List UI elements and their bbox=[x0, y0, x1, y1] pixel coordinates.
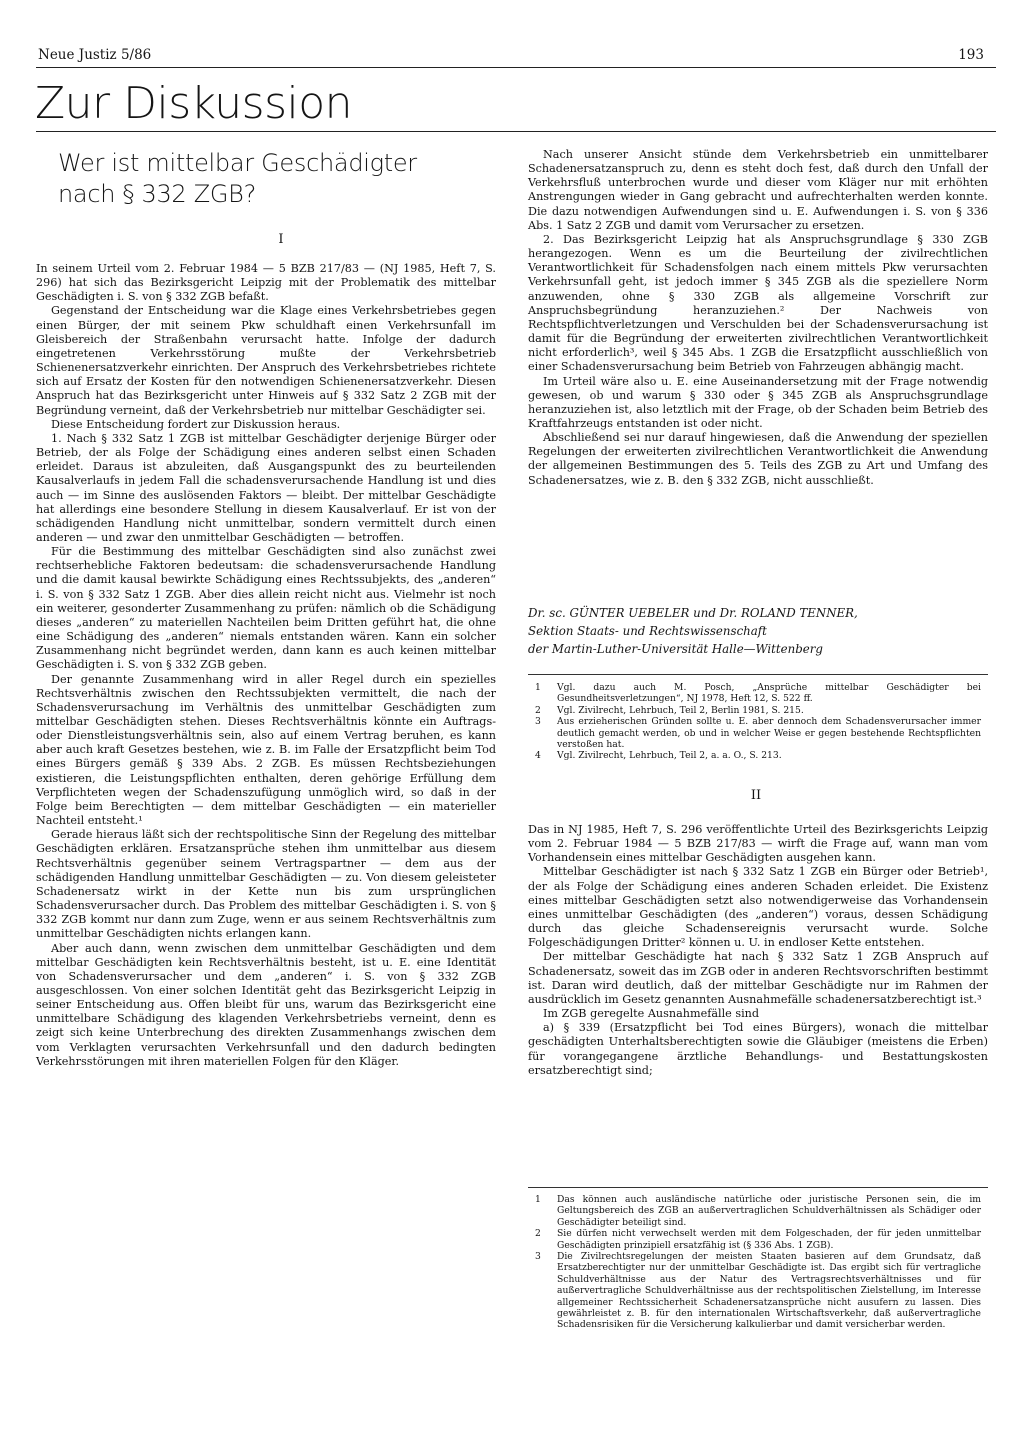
footnote bbox=[535, 682, 981, 705]
footnote-number: 4 bbox=[535, 750, 541, 762]
footnote-text: Aus erzieherischen Gründen sollte u. E. aber dennoch dem Schadensverursacher immer deutlich gemacht werden, ob und in welcher Weise er gegen bestehende Rechtspflichten verstoßen hat. bbox=[557, 716, 981, 751]
footnote bbox=[535, 1251, 981, 1331]
paragraph: Der mittelbar Geschädigte hat nach § 332 Satz 1 ZGB Anspruch auf Schadenersatz, soweit das im ZGB oder in anderen Rechtsvorschriften bestimmt ist. Daran wird deutlich, daß der mittelbar Geschädigte nur im Rahmen der ausdrücklich im Gesetz genannten Ausnahmefälle schadenersatzberechtigt ist.³ bbox=[528, 950, 988, 1006]
footnote-text: Vgl. Zivilrecht, Lehrbuch, Teil 2, a. a. O., S. 213. bbox=[557, 750, 782, 762]
paragraph: Aber auch dann, wenn zwischen dem unmittelbar Geschädigten und dem mittelbar Geschädigten kein Rechtsverhältnis besteht, ist u. E. eine Identität von Schadensverursacher und dem „anderen“ i. S. von § 332 ZGB ausgeschlossen. Von einer solchen Identität geht das Bezirksgericht Leipzig in seiner Entscheidung aus. Offen bleibt für uns, warum das Bezirksgericht eine unmittelbare Schädigung des klagenden Verkehrsbetriebs verneint, denn es zeigt sich keine Unterbrechung des direkten Zusammenhangs zwischen dem vom Verklagten verursachten Verkehrsunfall und den dadurch bedingten Verkehrsstörungen mit ihren materiellen Folgen für den Kläger. bbox=[36, 941, 496, 1068]
footnote-rule bbox=[528, 1187, 988, 1188]
footnote-text: Die Zivilrechtsregelungen der meisten Staaten basieren auf dem Grundsatz, daß Ersatzberechtigter nur der unmittelbar Geschädigte ist. Das ergibt sich für vertragliche Schuldverhältnisse aus der Natur des Vertragsrechtsverhältnisses und für außervertragliche Schuldverhältnisse aus der rechtspolitischen Zielstellung, im Interesse allgemeiner Rechtssicherheit Schadenersatzansprüche nicht ausufern zu lassen. Dies gewährleistet z. B. für den internationalen Wirtschaftsverkehr, daß außervertragliche Schadensrisiken für die Versicherung kalkulierbar und damit versicherbar werden. bbox=[557, 1251, 981, 1331]
paragraph: Im ZGB geregelte Ausnahmefälle sind bbox=[543, 1007, 760, 1021]
footnote bbox=[535, 705, 981, 716]
footnote bbox=[535, 1228, 981, 1251]
footnote-number: 1 bbox=[535, 682, 541, 693]
part-one-left-column bbox=[36, 262, 496, 1069]
paragraph: Abschließend sei nur darauf hingewiesen, daß die Anwendung der speziellen Regelungen der erweiterten zivilrechtlichen Verantwortlichkeit die Anwendung der allgemeinen Bestimmungen des 5. Teils des ZGB zu Art und Umfang des Schadenersatzes, wie z. B. den § 332 ZGB, nicht ausschließt. bbox=[528, 431, 988, 487]
paragraph: Gegenstand der Entscheidung war die Klage eines Verkehrsbetriebes gegen einen Bürger, der mit seinem Pkw schuldhaft einen Verkehrsunfall im Gleisbereich der Straßenbahn verursacht hatte. Infolge der dadurch eingetretenen Verkehrsstörung mußte der Verkehrsbetrieb Schienenersatzverkehr einrichten. Der Anspruch des Verkehrsbetriebes richtete sich auf Ersatz der Kosten für den notwendigen Schienenersatzverkehr. Diesen Anspruch hat das Bezirksgericht unter Hinweis auf § 332 Satz 2 ZGB mit der Begründung verneint, daß der Verkehrsbetrieb nur mittelbar Geschädigter sei. bbox=[36, 304, 496, 417]
footnote-number: 2 bbox=[535, 1228, 541, 1240]
page-number: 193 bbox=[958, 47, 984, 63]
footnote bbox=[535, 716, 981, 750]
part-one-footnotes bbox=[535, 682, 981, 762]
section-rule bbox=[36, 131, 996, 132]
author-block bbox=[528, 604, 988, 658]
footnote-rule bbox=[528, 674, 988, 675]
paragraph: 2. Das Bezirksgericht Leipzig hat als Anspruchsgrundlage § 330 ZGB herangezogen. Wenn es um die Beurteilung der zivilrechtlichen Verantwortlichkeit für Schadensfolgen nach einem mittels Pkw verursachten Verkehrsunfall geht, ist jedoch immer § 345 ZGB als die speziellere Norm anzuwenden, ohne § 330 ZGB als allgemeine Vorschrift zur Anspruchsbegründung heranzuziehen.² Der Nachweis von Rechtspflichtverletzungen und Verschulden bei der Schadensverursachung ist damit für die Begründung der erweiterten zivilrechtlichen Verantwortlichkeit nicht erforderlich³, weil § 345 Abs. 1 ZGB die Ersatzpflicht ausschließlich von einer Schadensverursachung beim Betrieb von Fahrzeugen abhängig macht. bbox=[528, 232, 988, 374]
part-two-footnotes bbox=[535, 1194, 981, 1331]
footnote-text: Sie dürfen nicht verwechselt werden mit dem Folgeschaden, der für jeden unmittelbar Geschädigten prinzipiell ersatzfähig ist (§ 336 Abs. 1 ZGB). bbox=[557, 1228, 981, 1251]
paragraph: In seinem Urteil vom 2. Februar 1984 — 5 BZB 217/83 — (NJ 1985, Heft 7, S. 296) hat sich das Bezirksgericht Leipzig mit der Problematik des mittelbar Geschädigten i. S. von § 332 ZGB befaßt. bbox=[36, 262, 496, 304]
paragraph: Gerade hieraus läßt sich der rechtspolitische Sinn der Regelung des mittelbar Geschädigten erklären. Ersatzansprüche stehen ihm unmittelbar aus diesem Rechtsverhältnis gegenüber seinem Vertragspartner — dem aus der schädigenden Handlung unmittelbar Geschädigten — zu. Von diesem geleisteter Schadenersatz wirkt in der Kette nun bis zum ursprünglichen Schadensverursacher durch. Das Problem des mittelbar Geschädigten i. S. von § 332 ZGB kommt nur dann zum Zuge, wenn er aus seinem Rechtsverhältnis zum unmittelbar Geschädigten nichts erlangen kann. bbox=[36, 828, 496, 941]
footnote-text: Vgl. Zivilrecht, Lehrbuch, Teil 2, Berlin 1981, S. 215. bbox=[557, 704, 804, 716]
part-one-numeral: I bbox=[278, 232, 284, 247]
paragraph: Im Urteil wäre also u. E. eine Auseinandersetzung mit der Frage notwendig gewesen, ob und warum § 330 oder § 345 ZGB als Anspruchsgrundlage heranzuziehen ist, also letztlich mit der Frage, ob der Schaden beim Betrieb des Kraftfahrzeugs entstanden ist oder nicht. bbox=[528, 374, 988, 430]
footnote-number: 3 bbox=[535, 716, 541, 728]
author-department: Sektion Staats- und Rechtswissenschaft bbox=[528, 624, 767, 638]
footnote-text: Vgl. dazu auch M. Posch, „Ansprüche mittelbar Geschädigter bei Gesundheitsverletzungen“, NJ 1978, Heft 12, S. 522 ff. bbox=[557, 682, 981, 705]
footnote-number: 2 bbox=[535, 704, 541, 716]
paragraph: Der genannte Zusammenhang wird in aller Regel durch ein spezielles Rechtsverhältnis zwischen den Rechtssubjekten vermittelt, die nach der Schadensverursachung im Verhältnis des unmittelbar Geschädigten zum mittelbar Geschädigten stehen. Dieses Rechtsverhältnis könnte ein Auftrags- oder Dienstleistungsverhältnis sein, also auf einem Vertrag beruhen, es kann aber auch kraft Gesetzes bestehen, wie z. B. im Falle der Ersatzpflicht beim Tod eines Bürgers gemäß § 339 Abs. 2 ZGB. Es müssen Rechtsbeziehungen existieren, die Leistungspflichten enthalten, deren gehörige Erfüllung dem Verpflichteten wegen der Schadenszufügung unmöglich wird, so daß in der Folge beim Berechtigten — dem mittelbar Geschädigten — ein materieller Nachteil entsteht.¹ bbox=[36, 672, 496, 828]
part-two-numeral: II bbox=[750, 788, 762, 803]
footnote-number: 1 bbox=[535, 1194, 541, 1205]
header-rule bbox=[36, 67, 996, 68]
part-two-column bbox=[528, 823, 988, 1078]
paragraph: Das in NJ 1985, Heft 7, S. 296 veröffentlichte Urteil des Bezirksgerichts Leipzig vom 2. Februar 1984 — 5 BZB 217/83 — wirft die Frage auf, wann man vom Vorhandensein eines mittelbar Geschädigten ausgehen kann. bbox=[528, 823, 988, 865]
journal-header: Neue Justiz 5/86 bbox=[38, 47, 152, 63]
paragraph: Nach unserer Ansicht stünde dem Verkehrsbetrieb ein unmittelbarer Schadenersatzanspruch zu, denn es steht doch fest, daß durch den Unfall der Verkehrsfluß unterbrochen wurde und dieser vom Kläger nur mit erhöhten Anstrengungen wieder in Gang gebracht und aufrechterhalten werden konnte. Die dazu notwendigen Aufwendungen sind u. E. Aufwendungen i. S. von § 336 Abs. 1 Satz 2 ZGB und damit vom Verursacher zu ersetzen. bbox=[528, 148, 988, 232]
paragraph: 1. Nach § 332 Satz 1 ZGB ist mittelbar Geschädigter derjenige Bürger oder Betrieb, der als Folge der Schädigung eines anderen selbst einen Schaden erleidet. Daraus ist abzuleiten, daß Ausgangspunkt des zu beurteilenden Kausalverlaufs in jedem Fall die schadensverursachende Handlung ist und dies auch — im Sinne des auslösenden Faktors — bleibt. Der mittelbar Geschädigte hat allerdings eine besondere Stellung in diesem Kausalverlauf. Er ist von der schädigenden Handlung nicht unmittelbar, sondern vermittelt durch einen anderen — und zwar den unmittelbar Geschädigten — betroffen. bbox=[36, 431, 496, 544]
section-title: Zur Diskussion bbox=[35, 78, 353, 129]
footnote-number: 3 bbox=[535, 1251, 541, 1263]
paragraph: Diese Entscheidung fordert zur Diskussion heraus. bbox=[51, 417, 341, 431]
footnote bbox=[535, 1194, 981, 1228]
paragraph: Mittelbar Geschädigter ist nach § 332 Satz 1 ZGB ein Bürger oder Betrieb¹, der als Folge der Schädigung eines anderen Schaden erleidet. Die Existenz eines mittelbar Geschädigten setzt also notwendigerweise das Vorhandensein eines unmittelbar Geschädigten (des „anderen“) voraus, dessen Schädigung durch das gleiche Schadensereignis verursacht wurde. Solche Folgeschädigungen Dritter² können u. U. in endloser Kette entstehen. bbox=[528, 865, 988, 950]
footnote-text: Das können auch ausländische natürliche oder juristische Personen sein, die im Geltungsbereich des ZGB an außervertraglichen Schuldverhältnissen als Schädiger oder Geschädigter beteiligt sind. bbox=[557, 1194, 981, 1228]
paragraph: a) § 339 (Ersatzpflicht bei Tod eines Bürgers), wonach die mittelbar geschädigten Unterhaltsberechtigten sowie die Gläubiger (meistens die Erben) für vorangegangene ärztliche Behandlungs- und Bestattungskosten ersatzberechtigt sind; bbox=[528, 1021, 988, 1077]
author-university: der Martin-Luther-Universität Halle—Wittenberg bbox=[528, 642, 823, 656]
footnote bbox=[535, 750, 981, 761]
paragraph: Für die Bestimmung des mittelbar Geschädigten sind also zunächst zwei rechtserhebliche Faktoren bedeutsam: die schadensverursachende Handlung und die damit kausal bewirkte Schädigung eines Rechtssubjekts, des „anderen“ i. S. von § 332 Satz 1 ZGB. Aber dies allein reicht nicht aus. Vielmehr ist noch ein weiterer, gesonderter Zusammenhang zu prüfen: nämlich ob die Schädigung dieses „anderen“ zu materiellen Nachteilen beim Dritten geführt hat, die ohne eine Schädigung des „anderen“ niemals entstanden wären. Kann ein solcher Zusammenhang nicht begründet werden, dann kann es auch keinen mittelbar Geschädigten i. S. von § 332 ZGB geben. bbox=[36, 545, 496, 672]
article-title: Wer ist mittelbar Geschädigter nach § 332 ZGB? bbox=[58, 149, 417, 208]
part-one-right-column bbox=[528, 148, 988, 488]
author-names: Dr. sc. GÜNTER UEBELER und Dr. ROLAND TENNER, bbox=[528, 606, 858, 620]
